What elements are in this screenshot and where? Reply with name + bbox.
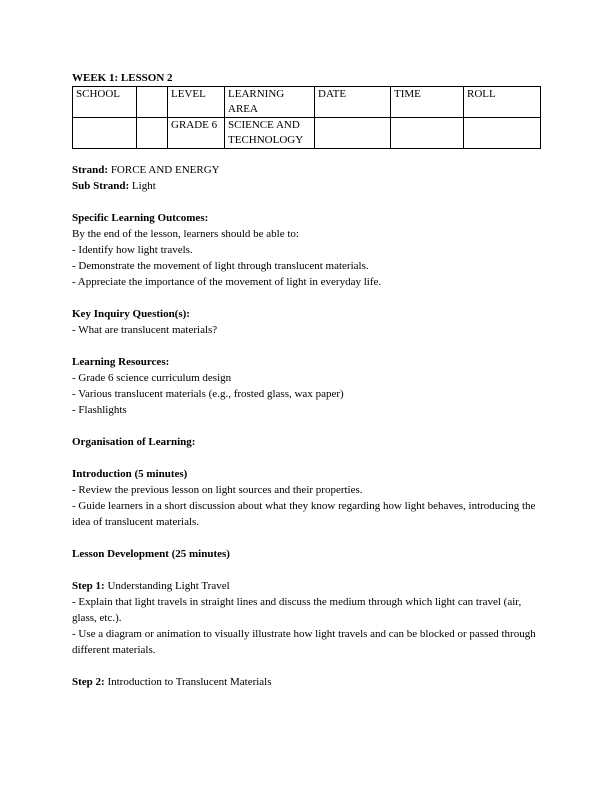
lesson-info-table xyxy=(72,86,541,149)
header-school: SCHOOL xyxy=(73,87,137,118)
strand-line xyxy=(72,162,540,178)
header-blank xyxy=(137,87,168,118)
outcomes-intro: By the end of the lesson, learners should be able to: xyxy=(72,228,299,240)
development-heading: Lesson Development (25 minutes) xyxy=(72,548,230,560)
cell-learning-area: SCIENCE AND TECHNOLOGY xyxy=(225,118,315,149)
header-date: DATE xyxy=(315,87,391,118)
step2-title: Introduction to Translucent Materials xyxy=(104,676,272,688)
document-page xyxy=(72,72,540,690)
resource-item: - Grade 6 science curriculum design xyxy=(72,372,232,384)
outcome-item: - Demonstrate the movement of light through translucent materials. xyxy=(72,260,369,272)
step2-label: Step 2: xyxy=(72,676,105,688)
sub-strand-label: Sub Strand: xyxy=(72,180,130,192)
inquiry-item: - What are translucent materials? xyxy=(72,324,218,336)
table-header-row xyxy=(73,87,541,118)
resource-item: - Various translucent materials (e.g., frosted glass, wax paper) xyxy=(72,388,344,400)
cell-school xyxy=(73,118,137,149)
header-roll: ROLL xyxy=(464,87,541,118)
step1-item: - Explain that light travels in straight lines and discuss the medium through which light can travel (air, glass, etc.). xyxy=(72,596,522,624)
outcome-item: - Appreciate the importance of the movement of light in everyday life. xyxy=(72,276,382,288)
organisation-heading: Organisation of Learning: xyxy=(72,436,196,448)
sub-strand-line xyxy=(72,178,540,194)
cell-roll xyxy=(464,118,541,149)
cell-blank xyxy=(137,118,168,149)
step2-line xyxy=(72,674,540,690)
step1-line xyxy=(72,578,540,594)
outcome-item: - Identify how light travels. xyxy=(72,244,193,256)
header-learning-area: LEARNING AREA xyxy=(225,87,315,118)
step1-title: Understanding Light Travel xyxy=(104,580,230,592)
cell-date xyxy=(315,118,391,149)
step1-label: Step 1: xyxy=(72,580,105,592)
inquiry-heading: Key Inquiry Question(s): xyxy=(72,308,190,320)
introduction-item: - Review the previous lesson on light sources and their properties. xyxy=(72,484,363,496)
step1-item: - Use a diagram or animation to visually illustrate how light travels and can be blocked or passed through different materials. xyxy=(72,628,536,656)
introduction-heading: Introduction (5 minutes) xyxy=(72,468,188,480)
sub-strand-value: Light xyxy=(129,180,156,192)
lesson-title: WEEK 1: LESSON 2 xyxy=(72,72,173,84)
table-row xyxy=(73,118,541,149)
strand-value: FORCE AND ENERGY xyxy=(108,164,220,176)
strand-label: Strand: xyxy=(72,164,109,176)
resources-heading: Learning Resources: xyxy=(72,356,170,368)
introduction-item: - Guide learners in a short discussion about what they know regarding how light behaves, introducing the idea of translucent materials. xyxy=(72,500,536,528)
cell-level: GRADE 6 xyxy=(168,118,225,149)
header-level: LEVEL xyxy=(168,87,225,118)
outcomes-heading: Specific Learning Outcomes: xyxy=(72,212,209,224)
resource-item: - Flashlights xyxy=(72,404,127,416)
header-time: TIME xyxy=(391,87,464,118)
cell-time xyxy=(391,118,464,149)
